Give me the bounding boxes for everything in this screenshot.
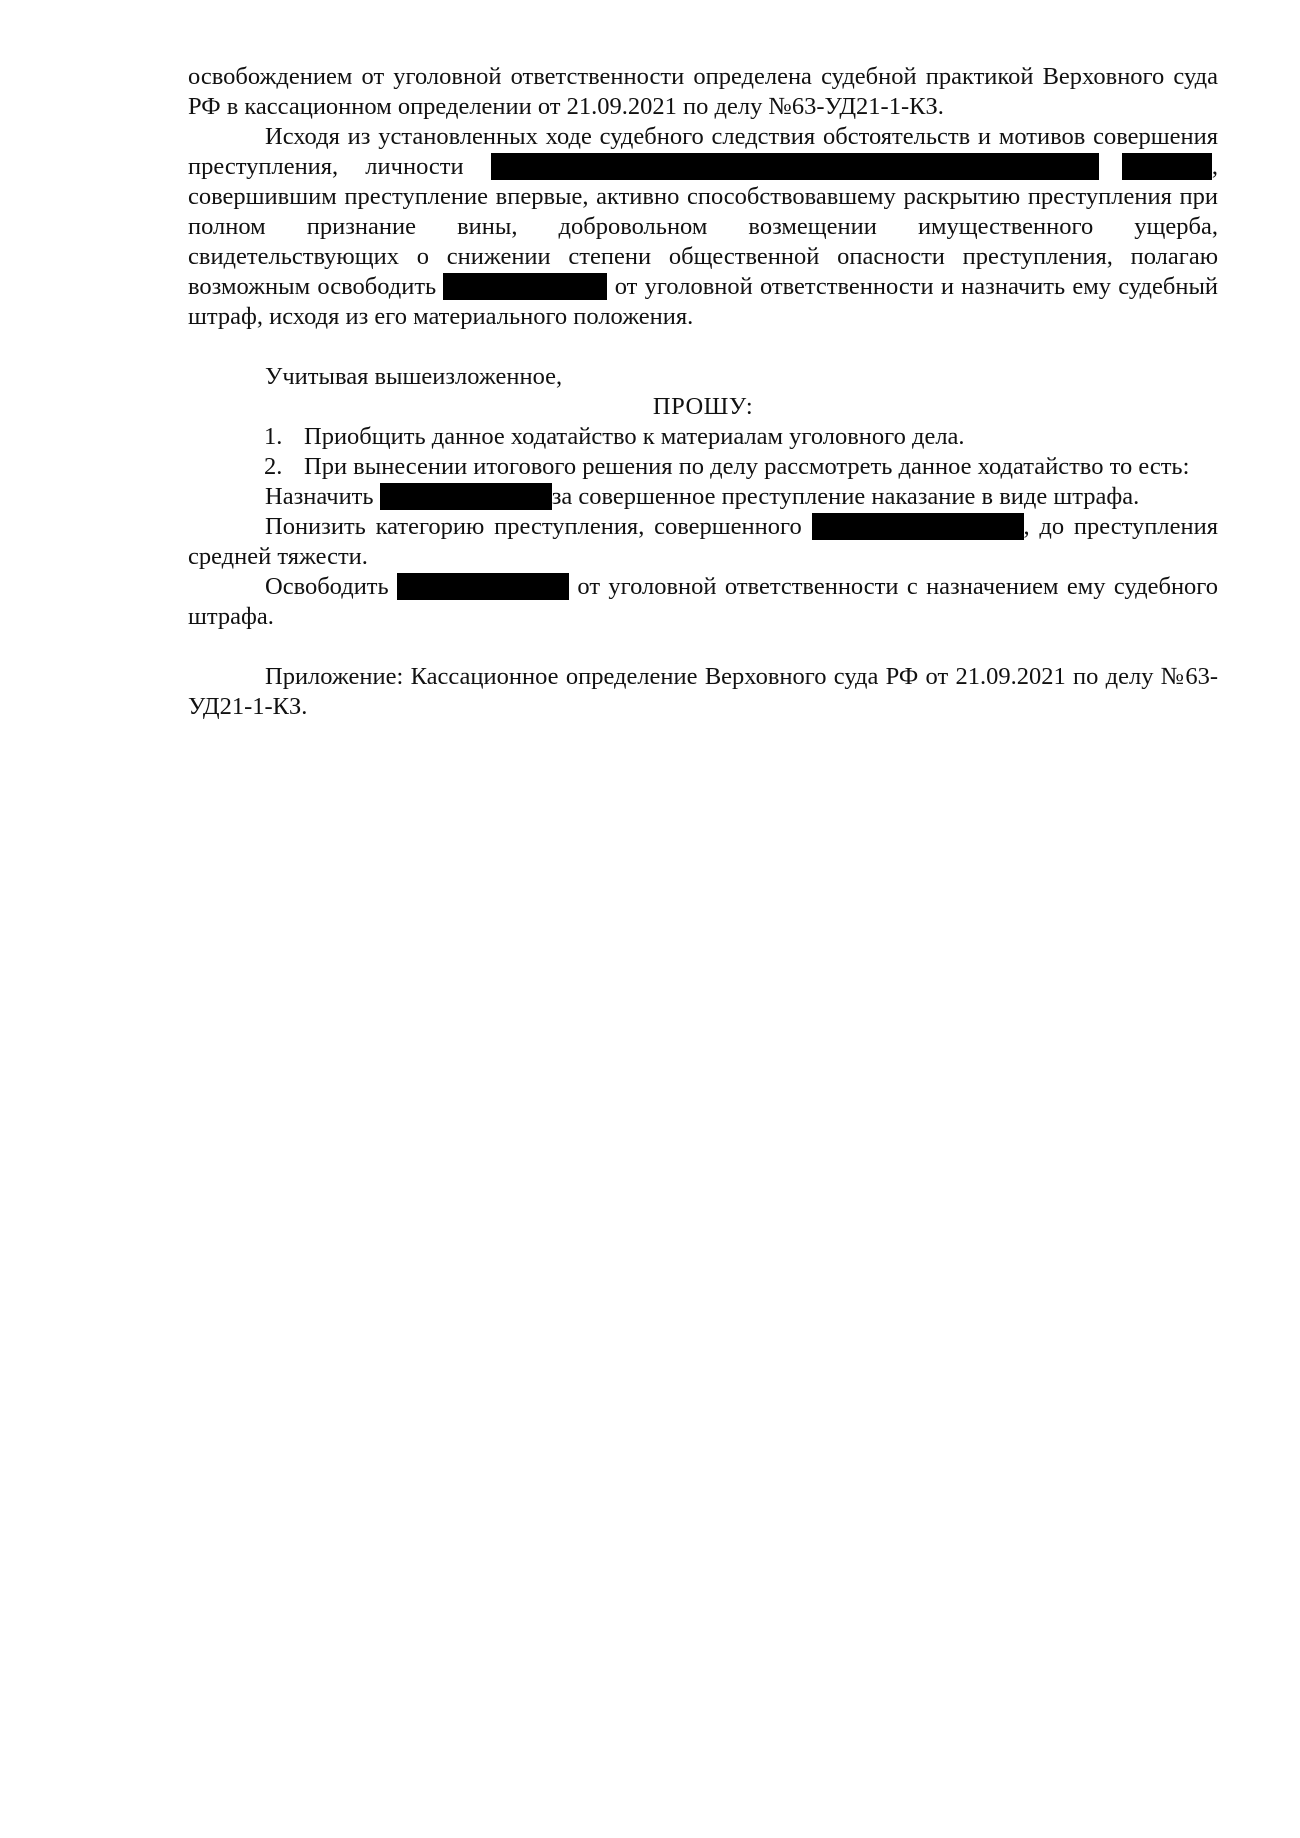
paragraph-assign-after: за совершенное преступление наказание в виде штрафа. bbox=[551, 483, 1140, 510]
paragraph-assign bbox=[188, 482, 1218, 512]
redacted-name bbox=[1122, 153, 1212, 180]
redacted-name bbox=[491, 153, 1099, 180]
paragraph-attachment-text: Приложение: Кассационное определение Верховного суда РФ от 21.09.2021 по делу №63-УД21-1-КЗ. bbox=[188, 663, 1218, 720]
paragraph-circumstances-part1: Исходя из установленных ходе судебного следствия обстоятельств и мотивов совершения преступления, личности bbox=[188, 123, 1218, 180]
spacer bbox=[188, 332, 1218, 362]
redacted-name bbox=[380, 483, 552, 510]
redacted-name bbox=[812, 513, 1024, 540]
list-item-text: При вынесении итогового решения по делу рассмотреть данное ходатайство то есть: bbox=[304, 453, 1190, 480]
paragraph-circumstances-part2: , совершившим преступление впервые, активно способствовавшему раскрытию преступления при полном признание вины, добровольном возмещении имущественного ущерба, свидетельствующих о снижении степени общественной опасности преступления, полагаю возможным освободить bbox=[188, 153, 1218, 300]
list-item-text: Приобщить данное ходатайство к материалам уголовного дела. bbox=[304, 423, 965, 450]
paragraph-release bbox=[188, 572, 1218, 632]
spacer bbox=[188, 632, 1218, 662]
redacted-name bbox=[397, 573, 569, 600]
paragraph-practice-text: освобождением от уголовной ответственности определена судебной практикой Верховного суда РФ в кассационном определении от 21.09.2021 по делу №63-УД21-1-КЗ. bbox=[188, 63, 1218, 120]
request-list bbox=[188, 422, 1218, 482]
document-body bbox=[188, 62, 1218, 722]
paragraph-circumstances bbox=[188, 122, 1218, 332]
list-item bbox=[188, 452, 1218, 482]
list-item bbox=[188, 422, 1218, 452]
paragraph-lower-category-before: Понизить категорию преступления, совершенного bbox=[265, 513, 802, 540]
paragraph-release-before: Освободить bbox=[265, 573, 389, 600]
paragraph-release-after: от уголовной ответственности с назначением ему судебного штрафа. bbox=[188, 573, 1218, 630]
paragraph-assign-before: Назначить bbox=[265, 483, 374, 510]
paragraph-considering-text: Учитывая вышеизложенное, bbox=[265, 363, 563, 390]
list-item-number: 1. bbox=[264, 423, 283, 450]
redacted-name bbox=[443, 273, 607, 300]
list-item-number: 2. bbox=[264, 453, 283, 480]
paragraph-attachment bbox=[188, 662, 1218, 722]
paragraph-practice bbox=[188, 62, 1218, 122]
paragraph-considering bbox=[188, 362, 1218, 392]
paragraph-lower-category-after: , до преступления средней тяжести. bbox=[188, 513, 1218, 570]
paragraph-lower-category bbox=[188, 512, 1218, 572]
paragraph-circumstances-part3: от уголовной ответственности и назначить ему судебный штраф, исходя из его материального положения. bbox=[188, 273, 1219, 330]
request-heading: ПРОШУ: bbox=[652, 393, 754, 420]
